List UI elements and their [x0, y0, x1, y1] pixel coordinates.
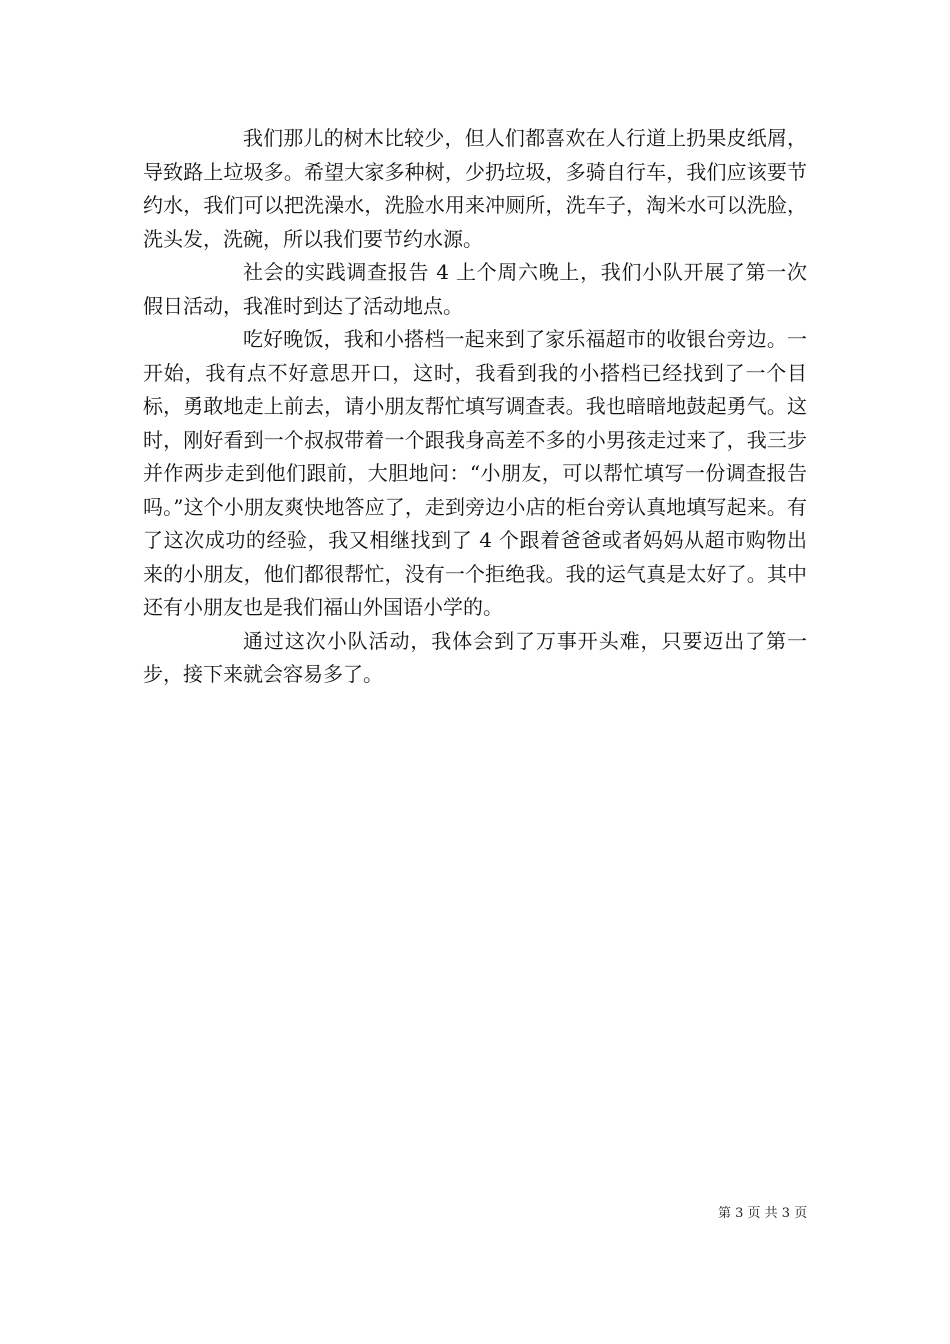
page-number-footer: 第 3 页 共 3 页: [718, 1206, 808, 1221]
paragraph-1: 我们那儿的树木比较少，但人们都喜欢在人行道上扔果皮纸屑，导致路上垃圾多。希望大家多种树，少扔垃圾，多骑自行车，我们应该要节约水，我们可以把洗澡水，洗脸水用来冲厕所，洗车子，淘米水可以洗脸，洗头发，洗碗，所以我们要节约水源。: [143, 126, 807, 251]
document-body: [143, 122, 807, 692]
paragraph-2: 社会的实践调查报告 4 上个周六晚上，我们小队开展了第一次假日活动，我准时到达了活动地点。: [143, 260, 807, 318]
paragraph-3: 吃好晚饭，我和小搭档一起来到了家乐福超市的收银台旁边。一开始，我有点不好意思开口，这时，我看到我的小搭档已经找到了一个目标，勇敢地走上前去，请小朋友帮忙填写调查表。我也暗暗地鼓起勇气。这时，刚好看到一个叔叔带着一个跟我身高差不多的小男孩走过来了，我三步并作两步走到他们跟前，大胆地问：“小朋友，可以帮忙填写一份调查报告吗。”这个小朋友爽快地答应了，走到旁边小店的柜台旁认真地填写起来。有了这次成功的经验，我又相继找到了 4 个跟着爸爸或者妈妈从超市购物出来的小朋友，他们都很帮忙，没有一个拒绝我。我的运气真是太好了。其中还有小朋友也是我们福山外国语小学的。: [143, 327, 807, 619]
paragraph-4: 通过这次小队活动，我体会到了万事开头难，只要迈出了第一步，接下来就会容易多了。: [143, 628, 807, 686]
